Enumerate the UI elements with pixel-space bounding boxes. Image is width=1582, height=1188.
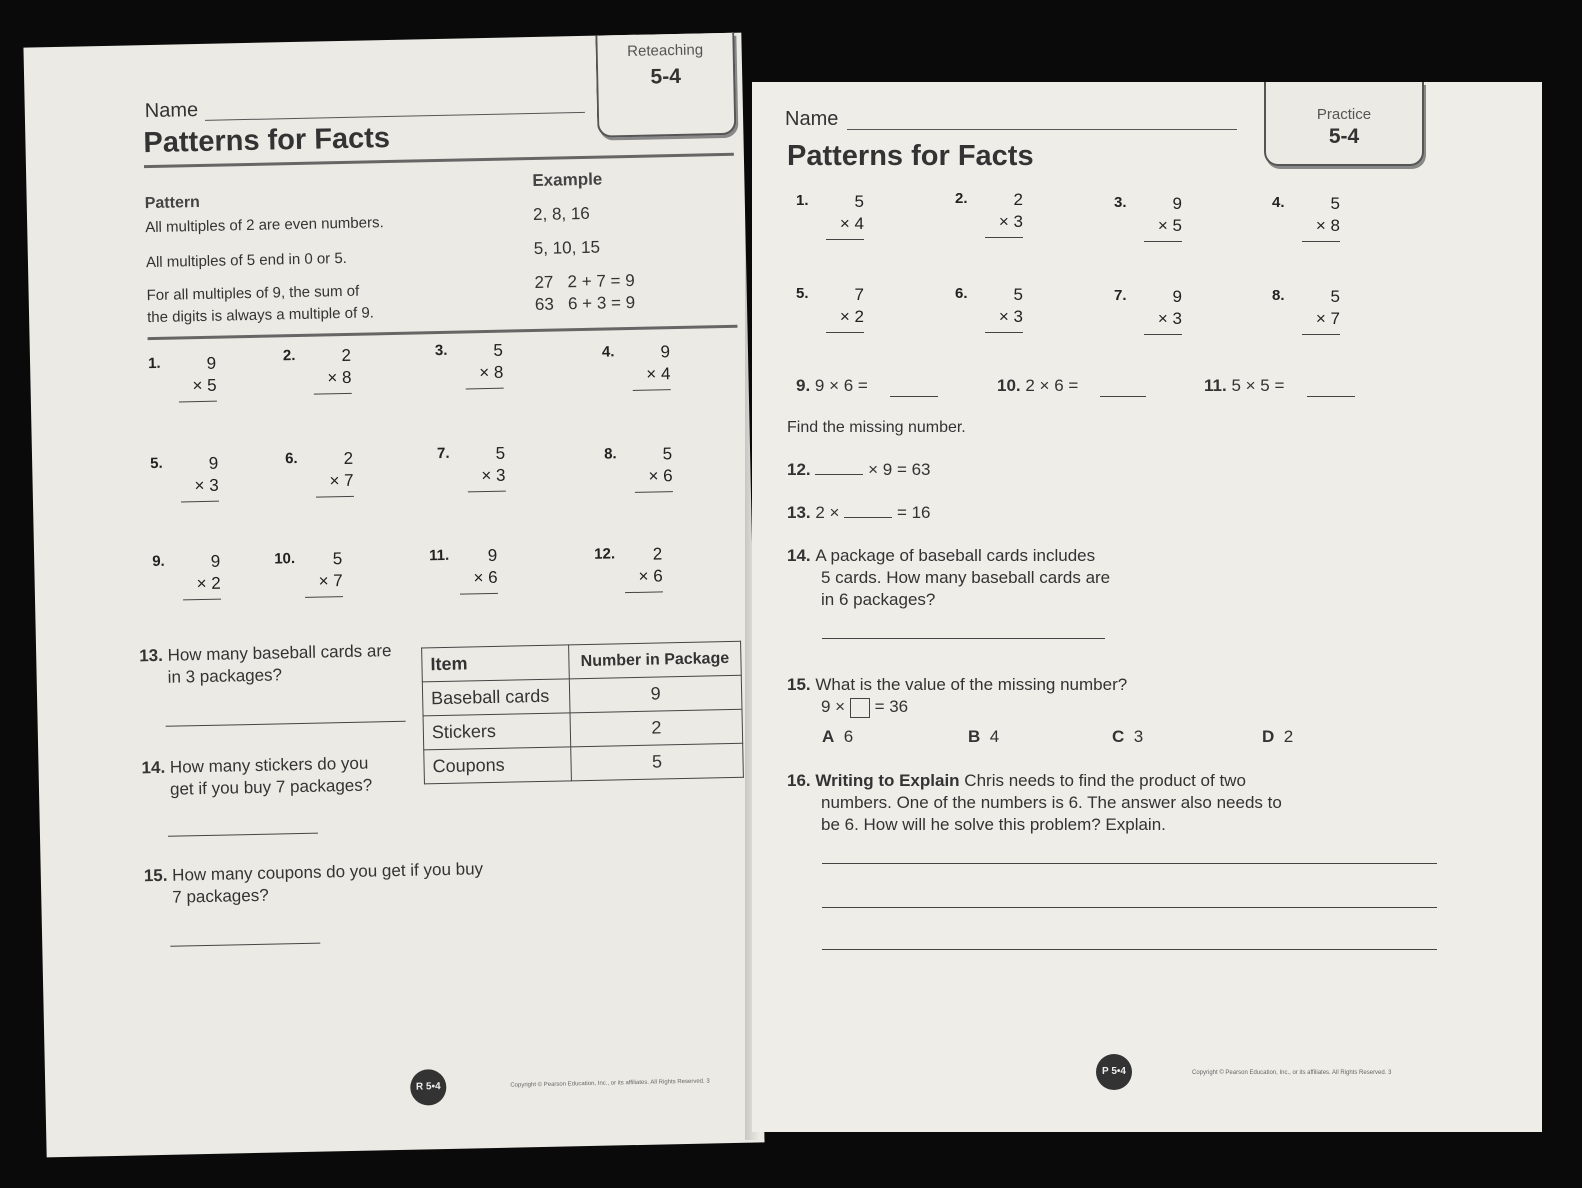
- problem-factor: 5: [1330, 194, 1340, 213]
- problem-number: 8.: [603, 445, 617, 463]
- multiplication-problem[interactable]: [284, 448, 365, 491]
- problem-number: 2.: [282, 347, 296, 365]
- multiplication-problem[interactable]: [274, 549, 354, 591]
- answer-line[interactable]: [822, 862, 1437, 864]
- answer-line[interactable]: [625, 591, 663, 593]
- problem-factor: × 2: [839, 307, 864, 326]
- multiplication-problem[interactable]: [434, 340, 515, 383]
- answer-line[interactable]: [1307, 395, 1355, 397]
- answer-line[interactable]: [305, 596, 343, 598]
- choice-value: 4: [989, 727, 1000, 746]
- answer-line[interactable]: [822, 637, 1105, 639]
- problem-factor: 9: [660, 342, 671, 362]
- problem-factor: 5: [1330, 287, 1340, 306]
- left-page-reteaching: [23, 33, 764, 1158]
- problem-factor: × 3: [481, 465, 506, 486]
- answer-line[interactable]: [314, 393, 352, 395]
- answer-line[interactable]: [1144, 241, 1182, 242]
- problem-factor: × 2: [196, 573, 221, 594]
- question-10: 10. 2 × 6 =: [997, 376, 1079, 395]
- problem-number: 6.: [955, 285, 968, 302]
- problem-factor: × 7: [318, 571, 343, 591]
- answer-line[interactable]: [466, 388, 504, 390]
- table-cell: 9: [569, 675, 742, 713]
- name-line: [205, 111, 585, 121]
- table-cell: Coupons: [424, 747, 572, 784]
- problem-factor: 2: [1013, 190, 1023, 209]
- question-15: 15. How many coupons do you get if you buy 7 packages?: [143, 859, 484, 907]
- copyright: Copyright © Pearson Education, Inc., or its affiliates. All Rights Reserved. 3: [510, 1078, 710, 1089]
- problem-number: 8.: [1272, 287, 1285, 304]
- page-title: Patterns for Facts: [787, 140, 1034, 172]
- problem-number: 5.: [150, 454, 163, 473]
- name-label: Name: [144, 98, 199, 123]
- choice-letter: D: [1262, 727, 1275, 746]
- page-title: Patterns for Facts: [143, 121, 391, 160]
- tab-number: 5-4: [650, 64, 682, 89]
- answer-line[interactable]: [822, 906, 1437, 908]
- table-cell: 2: [570, 709, 743, 747]
- column-header: Number in Package: [569, 641, 742, 679]
- choice-value: 3: [1133, 727, 1144, 746]
- answer-line[interactable]: [822, 948, 1437, 950]
- problem-number: 4.: [1272, 194, 1285, 211]
- answer-line[interactable]: [1302, 241, 1340, 242]
- problem-factor: × 3: [194, 475, 219, 496]
- choice-letter: C: [1112, 727, 1125, 746]
- lesson-tab: [595, 33, 736, 138]
- multiplication-problem[interactable]: [282, 345, 363, 388]
- question-16: 16. Writing to Explain Chris needs to find the product of two numbers. One of the numbers is 6. The answer also needs to be 6. How will he solve this problem? Explain.: [787, 771, 1282, 834]
- problem-factor: 9: [208, 453, 219, 473]
- answer-line[interactable]: [985, 332, 1023, 333]
- problem-factor: × 8: [479, 362, 504, 383]
- tab-label: Reteaching: [627, 41, 704, 60]
- problem-factor: 9: [1172, 194, 1182, 213]
- choice-letter: A: [822, 727, 835, 746]
- problem-factor: 2: [341, 345, 352, 366]
- problem-factor: × 8: [327, 367, 352, 388]
- question-15: 15. What is the value of the missing number? 9 × = 36: [787, 675, 1128, 716]
- pattern-text: For all multiples of 9, the sum of: [146, 282, 360, 305]
- pattern-text: All multiples of 5 end in 0 or 5.: [145, 249, 348, 272]
- problem-factor: × 4: [646, 364, 671, 384]
- problem-factor: 5: [495, 443, 506, 463]
- problem-factor: 2: [652, 544, 663, 564]
- answer-line[interactable]: [826, 332, 864, 333]
- problem-factor: × 3: [998, 212, 1023, 231]
- problem-factor: 9: [487, 545, 498, 566]
- tab-label: Practice: [1316, 106, 1372, 123]
- multiplication-problem[interactable]: [152, 551, 232, 594]
- page-badge: R 5•4: [410, 1069, 447, 1106]
- question-13: 13. 2 × = 16: [787, 503, 931, 522]
- question-13: 13. How many baseball cards are in 3 packages?: [139, 641, 392, 687]
- answer-line[interactable]: [183, 599, 221, 601]
- problem-number: 7.: [436, 444, 450, 463]
- question-9: 9. 9 × 6 =: [796, 376, 868, 395]
- problem-factor: 5: [662, 444, 673, 464]
- problem-factor: × 3: [998, 307, 1023, 326]
- answer-line[interactable]: [168, 832, 318, 837]
- problem-factor: × 5: [1157, 216, 1182, 235]
- answer-line[interactable]: [635, 491, 673, 493]
- instructions: Find the missing number.: [787, 419, 966, 436]
- problem-number: 6.: [284, 449, 298, 468]
- multiplication-problem[interactable]: [601, 342, 682, 384]
- answer-line[interactable]: [179, 401, 217, 403]
- problem-factor: 5: [332, 549, 343, 569]
- table-cell: 5: [571, 743, 744, 781]
- multiplication-problem[interactable]: [429, 545, 509, 588]
- problem-factor: × 6: [638, 566, 663, 586]
- problem-factor: × 7: [1315, 309, 1340, 328]
- problem-factor: 5: [854, 192, 864, 211]
- problem-number: 7.: [1114, 287, 1127, 304]
- answer-line[interactable]: [1144, 334, 1182, 335]
- answer-choice[interactable]: [968, 726, 999, 748]
- table-row: [424, 743, 744, 784]
- question-14: 14. A package of baseball cards includes 5 cards. How many baseball cards are in 6 packages?: [787, 546, 1111, 609]
- page-badge: P 5•4: [1096, 1054, 1132, 1090]
- problem-factor: × 3: [1157, 309, 1182, 328]
- problem-number: 12.: [594, 545, 616, 563]
- missing-number-box[interactable]: [850, 698, 870, 718]
- answer-line[interactable]: [826, 239, 864, 240]
- problem-factor: × 5: [192, 375, 217, 396]
- pattern-example: 63 6 + 3 = 9: [534, 292, 636, 314]
- pattern-example: 27 2 + 7 = 9: [534, 270, 635, 292]
- choice-letter: B: [968, 727, 981, 746]
- name-line: [847, 128, 1237, 130]
- problem-factor: 5: [1013, 285, 1023, 304]
- copyright: Copyright © Pearson Education, Inc., or its affiliates. All Rights Reserved. 3: [1192, 1070, 1392, 1076]
- pattern-header: Pattern: [144, 193, 201, 213]
- multiplication-problem[interactable]: [436, 443, 517, 486]
- problem-factor: × 4: [839, 214, 864, 233]
- answer-line[interactable]: [181, 501, 219, 503]
- multiplication-problem[interactable]: [594, 544, 674, 586]
- problem-factor: 9: [206, 353, 217, 373]
- right-page-practice: [752, 82, 1542, 1132]
- pattern-text: the digits is always a multiple of 9.: [146, 304, 375, 327]
- answer-line[interactable]: [316, 496, 354, 498]
- choice-value: 2: [1283, 727, 1294, 746]
- lesson-tab: [1264, 82, 1424, 166]
- problem-factor: 9: [210, 551, 221, 571]
- problem-number: 2.: [955, 190, 968, 207]
- problem-number: 1.: [147, 354, 161, 373]
- problem-number: 11.: [429, 546, 450, 565]
- problem-number: 10.: [274, 550, 296, 568]
- multiplication-problem[interactable]: [147, 353, 228, 396]
- answer-line[interactable]: [170, 942, 320, 947]
- answer-choice[interactable]: [822, 726, 853, 748]
- package-table: [421, 641, 744, 785]
- answer-line[interactable]: [468, 491, 506, 493]
- problem-number: 3.: [1114, 194, 1127, 211]
- problem-number: 5.: [796, 285, 809, 302]
- problem-factor: × 8: [1315, 216, 1340, 235]
- problem-factor: 7: [854, 285, 864, 304]
- problem-factor: × 6: [473, 567, 498, 588]
- pattern-example: 5, 10, 15: [533, 237, 601, 258]
- problem-factor: × 7: [329, 470, 354, 491]
- multiplication-problem[interactable]: [150, 453, 230, 496]
- name-label: Name: [785, 108, 839, 130]
- pattern-text: All multiples of 2 are even numbers.: [145, 214, 384, 237]
- example-header: Example: [532, 169, 603, 191]
- answer-line[interactable]: [985, 237, 1023, 238]
- answer-choice[interactable]: [1262, 726, 1293, 748]
- answer-line[interactable]: [633, 389, 671, 391]
- problem-factor: 5: [493, 340, 504, 360]
- question-14: 14. How many stickers do you get if you buy 7 packages?: [141, 753, 373, 799]
- problem-factor: 9: [1172, 287, 1182, 306]
- problem-factor: 2: [343, 448, 354, 469]
- table-cell: Baseball cards: [422, 679, 570, 716]
- answer-line[interactable]: [166, 720, 406, 727]
- tab-number: 5-4: [1328, 125, 1360, 148]
- answer-line[interactable]: [460, 593, 498, 595]
- answer-line[interactable]: [890, 395, 938, 397]
- pattern-example: 2, 8, 16: [532, 203, 590, 225]
- problem-number: 3.: [434, 341, 448, 360]
- answer-choice[interactable]: [1112, 726, 1143, 748]
- column-header: Item: [422, 645, 570, 682]
- problem-number: 9.: [152, 552, 165, 571]
- answer-line[interactable]: [1100, 395, 1146, 397]
- question-11: 11. 5 × 5 =: [1204, 376, 1285, 395]
- answer-line[interactable]: [1302, 334, 1340, 335]
- table-cell: Stickers: [423, 713, 571, 750]
- question-12: 12. × 9 = 63: [787, 460, 931, 479]
- pattern-rule: [148, 325, 738, 340]
- problem-factor: × 6: [648, 466, 673, 486]
- multiplication-problem[interactable]: [603, 444, 684, 486]
- problem-number: 1.: [796, 192, 809, 209]
- choice-value: 6: [843, 727, 854, 746]
- problem-number: 4.: [601, 343, 615, 361]
